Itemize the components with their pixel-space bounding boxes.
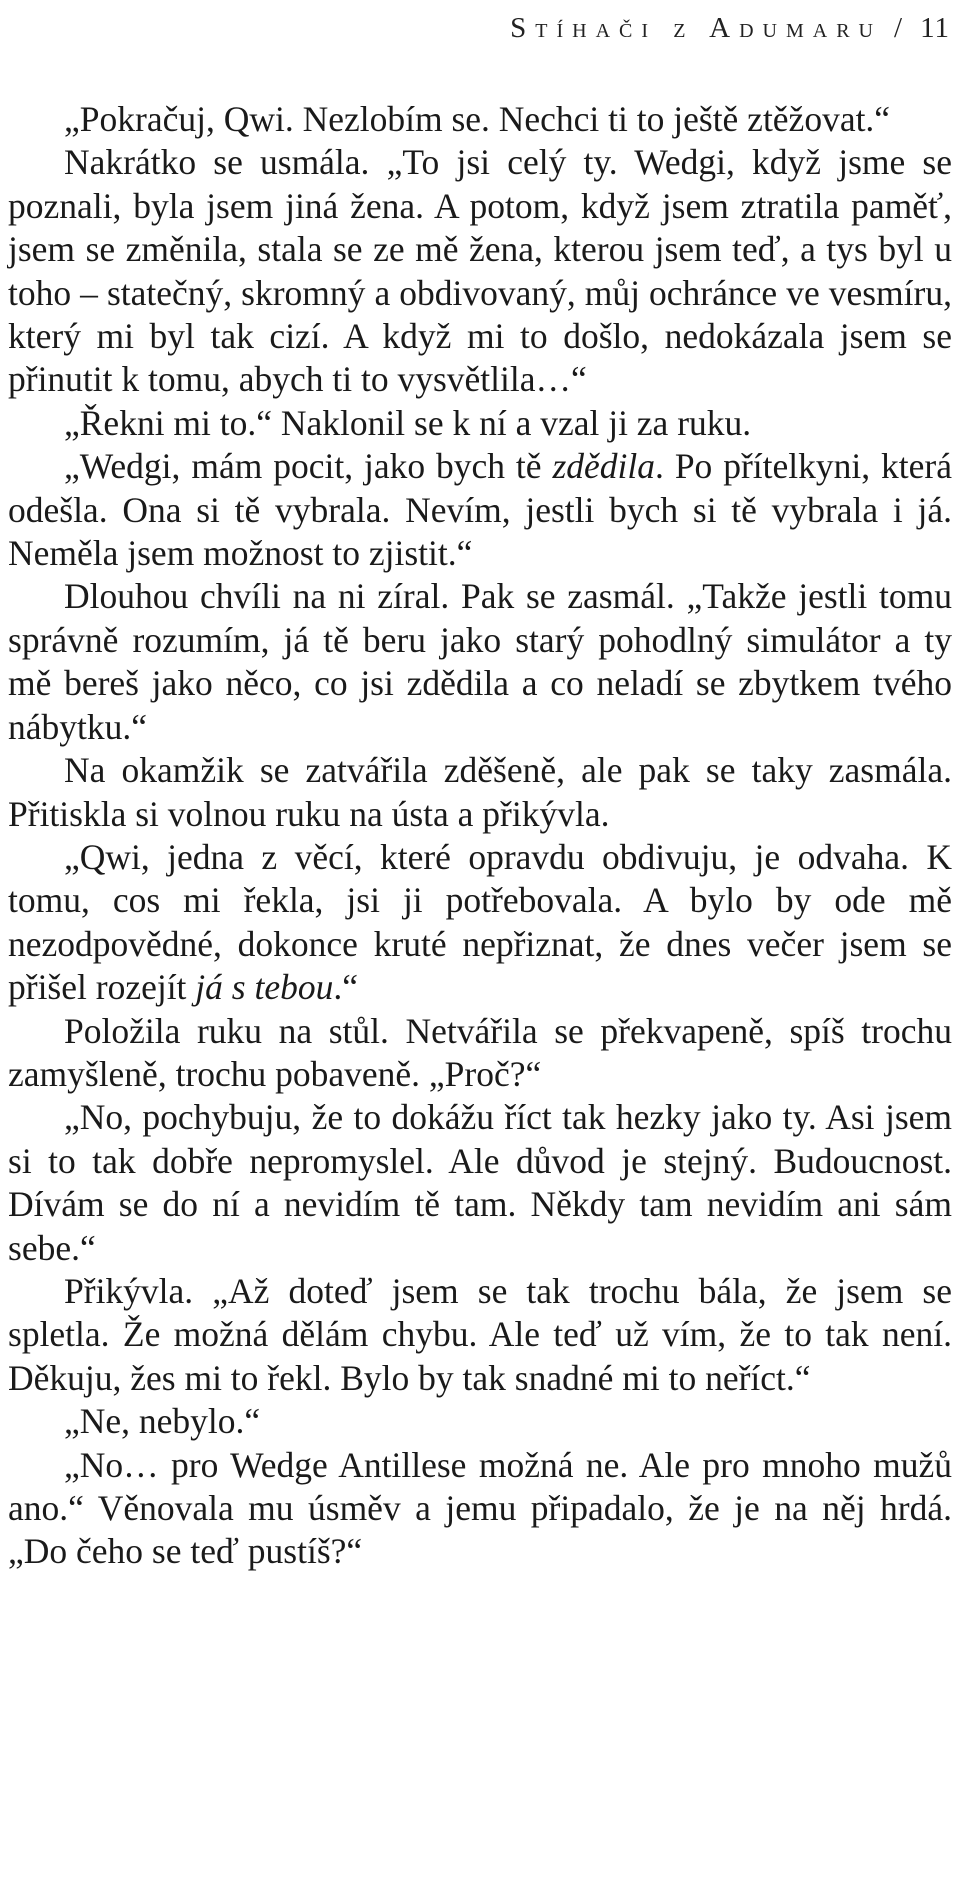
paragraph-text: Dlouhou chvíli na ni zíral. Pak se zasmál. „Takže jestli tomu správně rozumím, já tě beru jako starý pohodlný simulátor a ty mě bereš jako něco, co jsi zdědila a co neladí se zbytkem tvého nábytku.“ [8, 576, 952, 747]
italic-text: zdědila [552, 446, 656, 487]
italic-text: já s tebou [195, 967, 334, 1008]
paragraph-text: Položila ruku na stůl. Netvářila se překvapeně, spíš trochu zamyšleně, trochu pobaveně. „Proč?“ [8, 1010, 952, 1094]
paragraph [8, 1010, 952, 1097]
paragraph [8, 1096, 952, 1270]
paragraph-text: Nakrátko se usmála. „To jsi celý ty. Wedgi, když jsme se poznali, byla jsem jiná žena. A potom, když jsem ztratila paměť, jsem se změnila, stala se ze mě žena, kterou jsem teď, a tys byl u toho – statečný, skromný a obdivovaný, můj ochránce ve vesmíru, který mi byl tak cizí. A když mi to došlo, nedokázala jsem se přinutit k tomu, abych ti to vysvětlila…“ [8, 142, 952, 400]
paragraph-text: „Wedgi, mám pocit, jako bych tě [64, 446, 553, 487]
running-head-title: Stíhači z Adumaru [510, 11, 882, 44]
page-number: 11 [920, 11, 950, 44]
paragraph-text: „No, pochybuju, že to dokážu říct tak hezky jako ty. Asi jsem si to tak dobře nepromyslel. Ale důvod je stejný. Budoucnost. Dívám se do ní a nevidím tě tam. Někdy tam nevidím ani sám sebe.“ [8, 1097, 952, 1268]
paragraph-text: „Pokračuj, Qwi. Nezlobím se. Nechci ti to ještě ztěžovat.“ [64, 99, 891, 139]
paragraph [8, 402, 952, 445]
running-head [0, 0, 950, 56]
paragraph [8, 1270, 952, 1400]
paragraph [8, 1400, 952, 1443]
paragraph-text: „Qwi, jedna z věcí, které opravdu obdivuju, je odvaha. K tomu, cos mi řekla, jsi ji potřebovala. A bylo by ode mě nezodpovědné, dokonce kruté nepřiznat, že dnes večer jsem se přišel rozejít [8, 836, 952, 1008]
paragraph [8, 141, 952, 401]
paragraph-text: „Řekni mi to.“ Naklonil se k ní a vzal ji za ruku. [64, 402, 752, 443]
body-text [8, 98, 952, 1574]
paragraph [8, 575, 952, 749]
paragraph [8, 836, 952, 1010]
running-head-separator: / [894, 11, 903, 44]
paragraph-text: . Po přítelkyni, která odešla. Ona si tě vybrala. Nevím, jestli bych si tě vybrala i já. Neměla jsem možnost to zjistit.“ [8, 446, 952, 574]
paragraph [8, 749, 952, 836]
paragraph-text: .“ [333, 967, 358, 1008]
paragraph [8, 1444, 952, 1574]
paragraph-text: „No… pro Wedge Antillese možná ne. Ale pro mnoho mužů ano.“ Věnovala mu úsměv a jemu připadalo, že je na něj hrdá. „Do čeho se teď pustíš?“ [8, 1444, 952, 1572]
paragraph [8, 98, 952, 141]
paragraph-text: Přikývla. „Až doteď jsem se tak trochu bála, že jsem se spletla. Že možná dělám chybu. Ale teď už vím, že to tak není. Děkuju, žes mi to řekl. Bylo by tak snadné mi to neříct.“ [8, 1270, 952, 1398]
paragraph-text: „Ne, nebylo.“ [64, 1401, 261, 1442]
paragraph [8, 445, 952, 575]
paragraph-text: Na okamžik se zatvářila zděšeně, ale pak se taky zasmála. Přitiskla si volnou ruku na ústa a přikývla. [8, 750, 952, 834]
